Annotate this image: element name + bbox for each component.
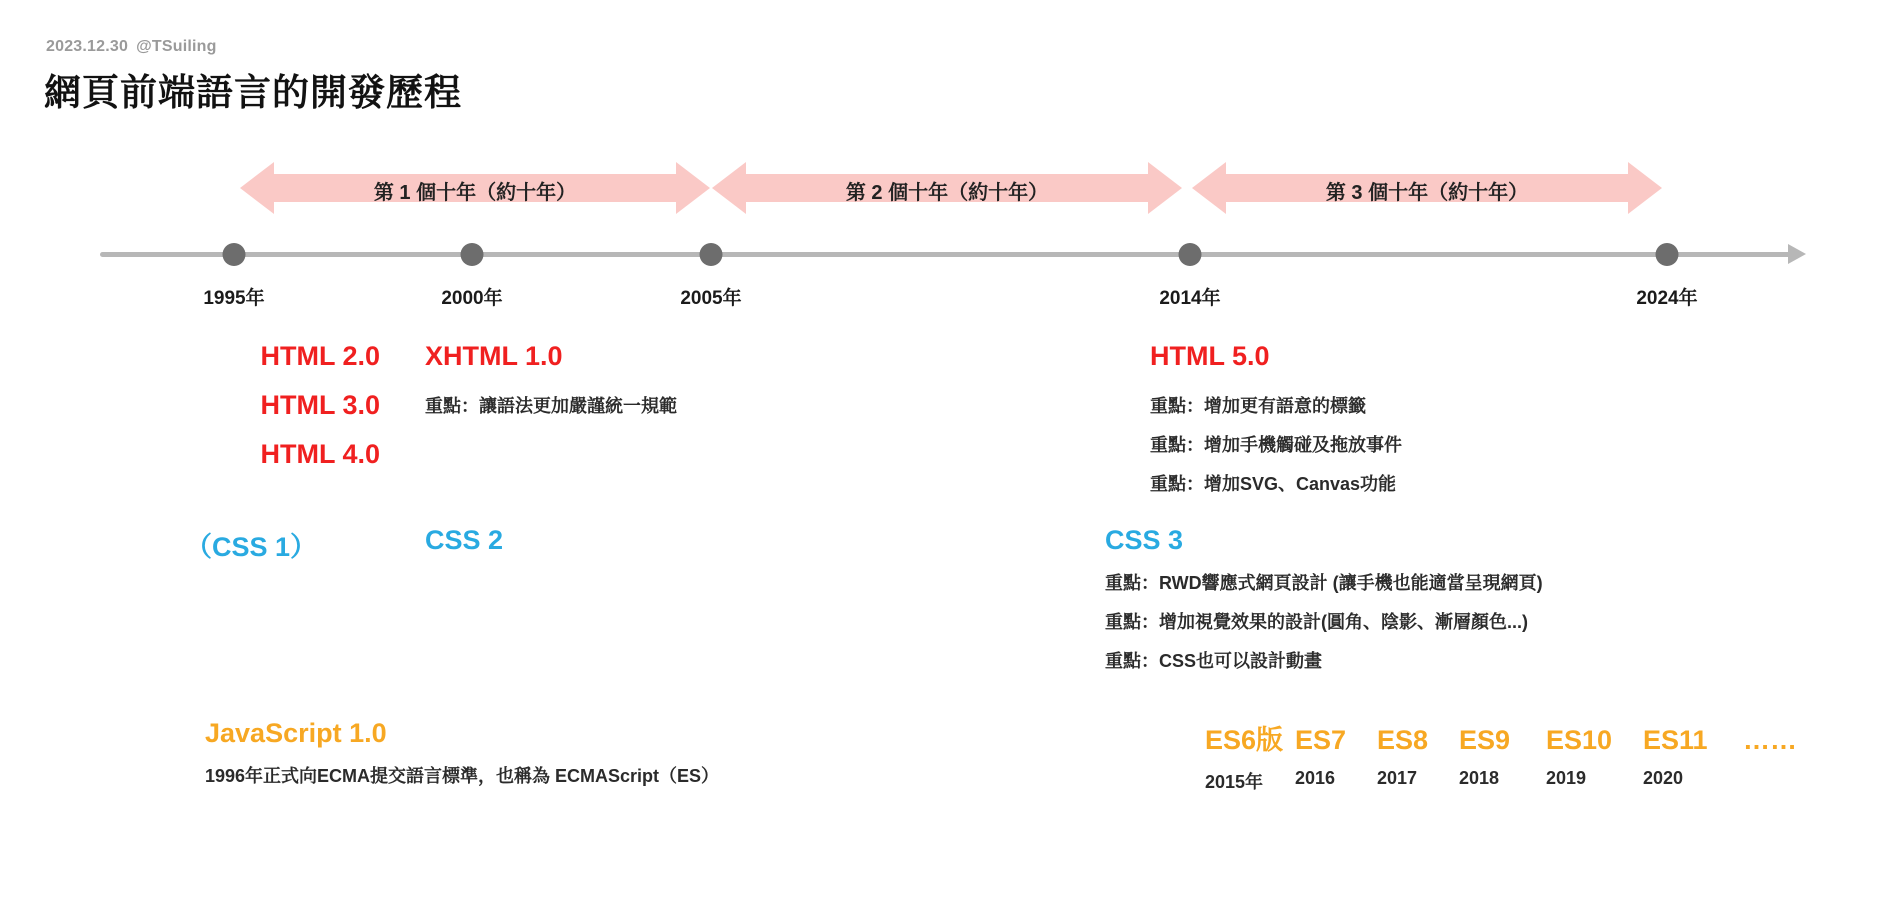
- decade-arrow-3: [1192, 160, 1662, 216]
- author-handle: @TSuiling: [136, 38, 217, 55]
- es-version-row: [1205, 718, 1797, 757]
- timeline-year-2000: 2000年: [441, 288, 503, 309]
- css3-note-1: 重點：RWD響應式網頁設計 (讓手機也能適當呈現網頁): [1105, 573, 1543, 593]
- html-era-1995: [100, 332, 380, 479]
- html-version-4: HTML 4.0: [260, 439, 380, 469]
- javascript-title: JavaScript 1.0: [205, 718, 387, 748]
- html-era-2000: [425, 332, 677, 426]
- timeline-year-2024: 2024年: [1636, 288, 1698, 309]
- xhtml-note-1: 重點：讓語法更加嚴謹統一規範: [425, 396, 677, 416]
- es-version-more: ……: [1743, 725, 1797, 755]
- es-version-es6: ES6版: [1205, 725, 1284, 755]
- es-version-es10: ES10: [1546, 725, 1613, 755]
- timeline-dot-2005: [700, 243, 723, 266]
- decade-arrow-1: [240, 160, 710, 216]
- html-version-3: HTML 3.0: [260, 390, 380, 420]
- timeline-year-1995: 1995年: [203, 288, 265, 309]
- es-version-es11: ES11: [1643, 725, 1708, 755]
- es-version-es9: ES9: [1459, 725, 1511, 755]
- html5-title: HTML 5.0: [1150, 341, 1270, 371]
- html5-note-1: 重點：增加更有語意的標籤: [1150, 396, 1366, 416]
- decade-arrow-2-label: 第 2 個十年（約十年）: [845, 182, 1049, 204]
- es-year-2017: 2017: [1377, 768, 1418, 788]
- timeline-dot-2000: [461, 243, 484, 266]
- decade-arrow-2: [712, 160, 1182, 216]
- es-year-2018: 2018: [1459, 768, 1500, 788]
- xhtml-title: XHTML 1.0: [425, 341, 563, 371]
- javascript-note: 1996年正式向ECMA提交語言標準，也稱為 ECMAScript（ES）: [205, 766, 720, 786]
- css3-note-3: 重點：CSS也可以設計動畫: [1105, 651, 1323, 671]
- timeline-year-2005: 2005年: [680, 288, 742, 309]
- timeline-axis: [100, 252, 1792, 257]
- es-version-es8: ES8: [1377, 725, 1429, 755]
- es-year-2016: 2016: [1295, 768, 1336, 788]
- html5-note-2: 重點：增加手機觸碰及拖放事件: [1150, 435, 1402, 455]
- timeline-dot-2014: [1179, 243, 1202, 266]
- css1-title: （CSS 1）: [185, 532, 318, 562]
- es-year-row: [1205, 768, 1743, 794]
- css3-group: [1105, 525, 1543, 681]
- es-version-es7: ES7: [1295, 725, 1347, 755]
- date-label: 2023.12.30: [46, 38, 129, 55]
- decade-arrow-3-label: 第 3 個十年（約十年）: [1325, 182, 1529, 204]
- es-year-2020: 2020: [1643, 768, 1684, 788]
- meta-line: [46, 38, 217, 56]
- timeline-year-2014: 2014年: [1159, 288, 1221, 309]
- html-era-2014: [1150, 332, 1402, 504]
- es-year-2015: 2015年: [1205, 772, 1264, 792]
- decade-arrow-1-label: 第 1 個十年（約十年）: [373, 182, 577, 204]
- timeline-dot-1995: [223, 243, 246, 266]
- page-title: 網頁前端語言的開發歷程: [44, 72, 462, 113]
- timeline-axis-arrowhead: [1788, 244, 1806, 264]
- css3-title: CSS 3: [1105, 525, 1184, 555]
- timeline-dot-2024: [1656, 243, 1679, 266]
- es-year-2019: 2019: [1546, 768, 1587, 788]
- javascript-group: [205, 718, 719, 796]
- css2-title: CSS 2: [425, 525, 504, 555]
- html5-note-3: 重點：增加SVG、Canvas功能: [1150, 474, 1397, 494]
- html-version-2: HTML 2.0: [260, 341, 380, 371]
- css3-note-2: 重點：增加視覺效果的設計(圓角、陰影、漸層顏色...): [1105, 612, 1528, 632]
